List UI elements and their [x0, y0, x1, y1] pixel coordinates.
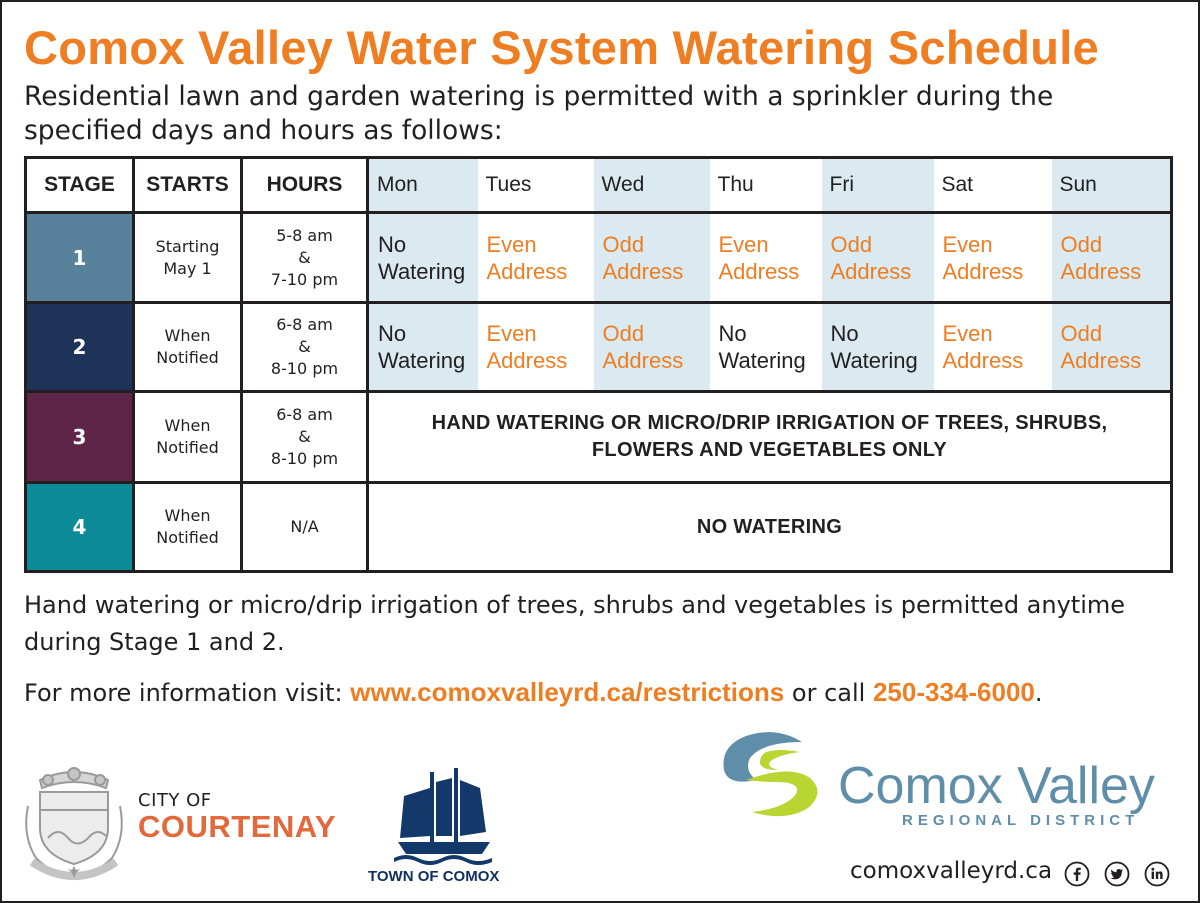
day-line: Odd — [602, 231, 645, 257]
day-line: Address — [1060, 258, 1142, 284]
comox-wordmark: TOWN OF COMOX — [368, 868, 500, 885]
day-line: Odd — [1060, 321, 1103, 346]
comox-ship-logo — [392, 766, 494, 866]
hours-line: 5-8 am — [276, 225, 333, 245]
header-tues: Tues — [478, 158, 594, 213]
starts-line: May 1 — [163, 258, 212, 278]
day-line: Address — [1060, 348, 1142, 373]
starts-line: When — [164, 506, 211, 525]
linkedin-icon[interactable] — [1144, 861, 1170, 887]
stage-3-badge: 3 — [26, 392, 134, 483]
header-hours: HOURS — [242, 158, 368, 213]
stage-4-row — [26, 483, 1172, 572]
cvrd-logo-mark — [716, 728, 834, 820]
day-line: Watering — [718, 348, 806, 373]
stage-2-wed — [594, 303, 710, 392]
hours-line: 8-10 pm — [270, 449, 339, 468]
stage-2-tues — [478, 303, 594, 392]
stage-2-sun — [1052, 303, 1172, 392]
stage-3-hours — [242, 392, 368, 483]
day-line: Address — [718, 258, 800, 284]
stage-1-badge: 1 — [26, 213, 134, 303]
courtenay-crest-logo — [18, 766, 130, 884]
stage-2-starts — [134, 303, 242, 392]
day-line: Address — [830, 258, 912, 284]
cvrd-subtitle: REGIONAL DISTRICT — [902, 812, 1140, 829]
header-sun: Sun — [1052, 158, 1172, 213]
facebook-icon[interactable] — [1064, 861, 1090, 887]
stage-4-hours: N/A — [242, 483, 368, 572]
phone-number[interactable]: 250-334-6000 — [872, 677, 1035, 707]
starts-line: When — [164, 416, 211, 435]
stage-2-fri — [822, 303, 934, 392]
day-line: Watering — [378, 258, 466, 284]
info-suffix: . — [1034, 679, 1043, 707]
stage-3-row — [26, 392, 1172, 483]
day-line: Watering — [378, 348, 466, 373]
stage-1-sat — [934, 213, 1052, 303]
stage-2-mon — [368, 303, 478, 392]
day-line: No — [718, 321, 747, 346]
day-line: Even — [718, 231, 769, 257]
hours-line: 6-8 am — [276, 315, 333, 334]
day-line: Address — [602, 348, 684, 373]
stage-3-restriction — [368, 392, 1172, 483]
cvrd-wordmark: Comox Valley — [838, 757, 1155, 815]
hours-line: 7-10 pm — [270, 269, 339, 289]
day-line: No — [378, 321, 407, 346]
stage-4-restriction: NO WATERING — [368, 483, 1172, 572]
stage-2-sat — [934, 303, 1052, 392]
day-line: Address — [486, 348, 568, 373]
restrictions-link[interactable]: www.comoxvalleyrd.ca/restrictions — [350, 677, 785, 707]
header-sat: Sat — [934, 158, 1052, 213]
website-link[interactable]: comoxvalleyrd.ca — [850, 858, 1053, 884]
info-prefix: For more information visit: — [24, 679, 343, 707]
header-starts: STARTS — [134, 158, 242, 213]
stage-2-hours — [242, 303, 368, 392]
more-info-line — [24, 675, 1184, 710]
stage-1-row — [26, 213, 1172, 303]
stage-1-hours — [242, 213, 368, 303]
stage-2-row — [26, 303, 1172, 392]
hours-line: & — [298, 427, 311, 446]
stage-1-fri — [822, 213, 934, 303]
stage-1-starts — [134, 213, 242, 303]
intro-text: Residential lawn and garden watering is permitted with a sprinkler during the specified days and hours as follows: — [24, 81, 1054, 146]
starts-line: Starting — [155, 236, 220, 256]
stage-1-wed — [594, 213, 710, 303]
starts-line: Notified — [156, 348, 219, 367]
stage-4-badge: 4 — [26, 483, 134, 572]
day-line: Address — [942, 258, 1024, 284]
hand-watering-note: Hand watering or micro/drip irrigation of trees, shrubs and vegetables is permitted anytime during Stage 1 and 2. — [24, 591, 1126, 656]
starts-line: Notified — [156, 438, 219, 457]
page-title: Comox Valley Water System Watering Schedule — [24, 21, 1100, 74]
courtenay-wordmark — [138, 790, 358, 843]
stage-1-tues — [478, 213, 594, 303]
stage-2-badge: 2 — [26, 303, 134, 392]
hours-line: & — [298, 247, 311, 267]
stage-3-starts — [134, 392, 242, 483]
restriction-line: HAND WATERING OR MICRO/DRIP IRRIGATION OF TREES, SHRUBS, — [431, 412, 1108, 434]
hours-line: & — [298, 337, 311, 356]
stage-1-mon — [368, 213, 478, 303]
day-line: Address — [486, 258, 568, 284]
stage-2-thu — [710, 303, 822, 392]
starts-line: Notified — [156, 528, 219, 547]
day-line: Even — [942, 231, 993, 257]
header-stage: STAGE — [26, 158, 134, 213]
header-fri: Fri — [822, 158, 934, 213]
hours-line: 6-8 am — [276, 405, 333, 424]
header-mon: Mon — [368, 158, 478, 213]
day-line: Even — [486, 231, 537, 257]
day-line: Watering — [830, 348, 918, 373]
day-line: Even — [486, 321, 537, 346]
info-middle: or call — [791, 679, 866, 707]
day-line: Address — [942, 348, 1024, 373]
day-line: Odd — [602, 321, 645, 346]
header-row — [26, 158, 1172, 213]
day-line: Even — [942, 321, 993, 346]
header-wed: Wed — [594, 158, 710, 213]
hours-line: 8-10 pm — [270, 359, 339, 378]
restriction-line: FLOWERS AND VEGETABLES ONLY — [591, 439, 948, 461]
header-thu: Thu — [710, 158, 822, 213]
stage-1-thu — [710, 213, 822, 303]
courtenay-line-2: COURTENAY — [138, 809, 336, 844]
day-line: Address — [602, 258, 684, 284]
day-line: Odd — [1060, 231, 1103, 257]
starts-line: When — [164, 326, 211, 345]
courtenay-line-1: CITY OF — [138, 790, 212, 811]
twitter-icon[interactable] — [1104, 861, 1130, 887]
day-line: No — [378, 231, 407, 257]
watering-schedule-table — [24, 156, 1173, 573]
stage-4-starts — [134, 483, 242, 572]
day-line: Odd — [830, 231, 873, 257]
stage-1-sun — [1052, 213, 1172, 303]
day-line: No — [830, 321, 859, 346]
